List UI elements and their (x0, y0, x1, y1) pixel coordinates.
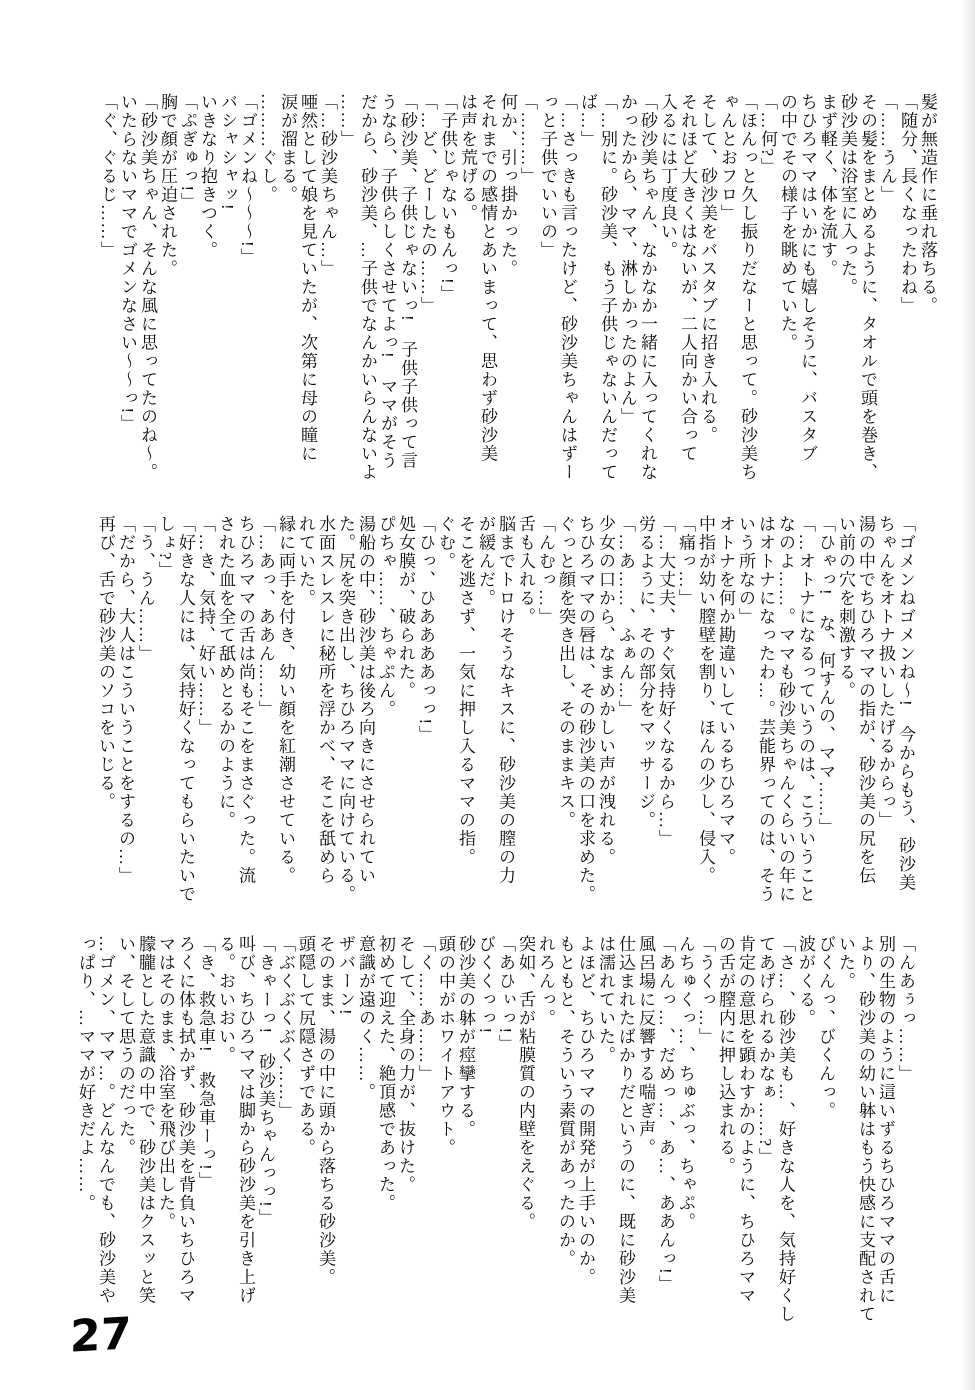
text-line: 朦朧とした意識の中で、砂沙美はクスッと笑 (136, 935, 155, 1305)
text-line: うなら、子供らしくさせてよっ! ママがそう (378, 93, 397, 471)
text-line: 「ひっ、ひああああっっ!」 (416, 515, 435, 745)
text-line: っぱり、…ママが好きだよ……。 (76, 935, 95, 1213)
text-line: 「ほんっと久し振りだなーと思って。砂沙美ち (738, 93, 757, 482)
text-line: 「うくっ…」 (696, 935, 715, 1046)
text-line: 「あんっ…、だめっ…、あ…、ああんっ!」 (656, 935, 675, 1294)
text-block-middle (95, 515, 915, 919)
text-line: 「…別に。砂沙美、もう子供じゃないんだって (598, 93, 617, 482)
text-line: 「んむっ…」 (536, 515, 555, 626)
text-line: 砂沙美の躰が痙攣する。 (456, 935, 475, 1139)
text-line: しょ?」 (156, 515, 175, 580)
text-line: いきなり抱きつく。 (198, 93, 217, 260)
text-line: 「…あっ、ああん……」 (256, 515, 275, 719)
text-line: ぐむ。 (436, 515, 455, 571)
text-line: い、そして思うのだった。 (116, 935, 135, 1157)
text-line: 再び、舌で砂沙美のソコをいじる。 (96, 515, 115, 811)
text-line: れろんっ。 (536, 935, 555, 1028)
text-line: の舌が膣内に押し込まれる。 (716, 935, 735, 1176)
text-line: 「子供じゃないもんっ!」 (438, 93, 457, 304)
text-line: された血を全て舐めとるかのように。 (216, 515, 235, 830)
text-line: いう所なの」 (736, 515, 755, 626)
text-line: 「んあぅっ……」 (896, 935, 915, 1083)
text-line: そして、全身の力が、抜けた。 (396, 935, 415, 1194)
text-line: 突如、舌が粘膜質の内壁をえぐる。 (516, 935, 535, 1231)
text-line: ば…」 (578, 93, 597, 149)
text-line: 少女の口から、なまめかしい声が洩れる。 (596, 515, 615, 867)
text-line: 仕込まれたばかりだというのに、既に砂沙美 (616, 935, 635, 1305)
text-line: 「ぐ、ぐるじ……」 (98, 93, 117, 260)
text-line: 「…砂沙美ちゃん…」 (318, 93, 337, 278)
text-line: より、砂沙美の幼い躰はもう快感に支配されて (856, 935, 875, 1324)
text-line: ……」 (338, 93, 357, 149)
text-line: 唖然として娘を見ていたが、次第に母の瞳に (298, 93, 317, 463)
text-line: んちゅくっ…、ちゅぶっ、ちゃぷ。 (676, 935, 695, 1231)
text-line: 「……うん」 (878, 93, 897, 204)
text-line: ろくに体も拭かず、砂沙美を背負いちひろマ (176, 935, 195, 1305)
text-line: 舌も入れる。 (516, 515, 535, 626)
text-line: なのよ……。ママも砂沙美ちゃんくらいの年に (776, 515, 795, 904)
text-line: マはそのまま、浴室を飛び出した。 (156, 935, 175, 1231)
text-line: 「砂沙美ちゃん、なかなか一緒に入ってくれな (638, 93, 657, 482)
text-line: それまでの感情とあいまって、思わず砂沙美 (478, 93, 497, 463)
text-line: 「ひゃっ! な、何すんの、ママ……」 (816, 515, 835, 837)
text-line: 波がくる。 (796, 935, 815, 1028)
text-line: 「…あ……、ふぁん…」 (616, 515, 635, 719)
text-line: はオトナになったわ…。芸能界ってのは、そう (756, 515, 775, 904)
text-line: そこを逃さず、一気に押し入るママの指。 (456, 515, 475, 867)
text-line: 「ぷぎゅっ!」 (178, 93, 197, 212)
text-line: ちひろママはいかにも嬉しそうに、バスタブ (798, 93, 817, 463)
text-line: ぐっと顔を突き出し、そのままキス。 (556, 515, 575, 830)
text-line: い前の穴を刺激する。 (836, 515, 855, 700)
text-line: は濡れていた。 (596, 935, 615, 1065)
text-line: 「く……あ……」 (416, 935, 435, 1083)
text-line: 処女膜が、破られた。 (396, 515, 415, 700)
text-line: た。尻を突き出し、ちひろママに向けている。 (336, 515, 355, 904)
text-line: 意識が遠のく……。 (356, 935, 375, 1102)
text-line: 髪が無造作に垂れ落ちる。 (918, 93, 937, 315)
text-line: ………ぐし。 (258, 93, 277, 204)
text-line: びくんっ、びくんっ。 (816, 935, 835, 1120)
text-line: 「きゃーっ! 砂沙美ちゃんっっ!」 (256, 935, 275, 1227)
text-line: 初めて迎えた、絶頂感であった。 (376, 935, 395, 1213)
text-line: 涙が溜まる。 (278, 93, 297, 204)
text-line: 頭隠して尻隠さずである。 (296, 935, 315, 1157)
text-line: れていた。 (296, 515, 315, 608)
text-line: ゃんとおフロ」 (718, 93, 737, 223)
text-line: 湯の中でちひろママの指が、砂沙美の尻を伝 (856, 515, 875, 885)
text-line: 叫び、ちひろママは脚から砂沙美を引き上げ (236, 935, 255, 1305)
text-line: 入るには丁度良い。 (658, 93, 677, 260)
text-line: る。おいおい。 (216, 935, 235, 1065)
text-line: 「………」 (518, 93, 537, 186)
text-block-bottom (75, 935, 915, 1339)
text-line: 湯船の中、砂沙美は後ろ向きにさせられてい (356, 515, 375, 885)
text-line: びくくっっ! (476, 935, 495, 1035)
text-line: いたらないママでゴメンなさい〜〜っ!」 (118, 93, 137, 434)
text-line: 別の生物のように這いずるちひろママの舌に (876, 935, 895, 1305)
text-line: 「痛っ…」 (676, 515, 695, 608)
text-line: もともと、そういう素質があったのか。 (556, 935, 575, 1268)
text-line: まず軽く、体を流す。 (818, 93, 837, 278)
text-line: ちゃんをオトナ扱いしたげるからっ」 (876, 515, 895, 830)
text-line: ザバーン! (336, 935, 355, 1017)
text-line: だから、砂沙美、…子供でなんかいらんないよ (358, 93, 377, 482)
text-line: 脳までトロけそうなキスに、砂沙美の膣の力 (496, 515, 515, 885)
text-line: かったから、ママ、淋しかったのよん」 (618, 93, 637, 426)
text-line: 「ゴメンねゴメンね〜! 今からもう、砂沙美 (896, 515, 915, 893)
text-line: ちひろママの舌は尚もそこをまさぐった。流 (236, 515, 255, 885)
text-line: が緩んだ。 (476, 515, 495, 608)
text-line: 「随分、長くなったわね」 (898, 93, 917, 315)
text-line: そして、砂沙美をバスタブに招き入れる。 (698, 93, 717, 445)
text-line: 「好きな人には、気持好くなってもらいたいで (176, 515, 195, 904)
text-line: それほど大きくはないが、二人向かい合って (678, 93, 697, 463)
text-line: …ゴメン、ママ…。どんなんでも、砂沙美や (96, 935, 115, 1305)
text-line: 頭の中がホワイトアウト。 (436, 935, 455, 1157)
text-line: 「だから、大人はこういうことをするの…」 (116, 515, 135, 885)
text-line: 「…オトナになるっていうのは、こういうこと (796, 515, 815, 904)
text-line: 砂沙美は浴室に入った。 (838, 93, 857, 297)
text-line: 「…き、気持、好い……」 (196, 515, 215, 737)
text-line: その髪をまとめるように、タオルで頭を巻き、 (858, 93, 877, 482)
text-line: バシャシャッ! (218, 93, 237, 212)
text-line: 何か、引っ掛かった。 (498, 93, 517, 278)
text-line: オトナを何か勘違いしているちひろママ。 (716, 515, 735, 867)
text-line: 水面スレスレに秘所を浮かべ、そこを舐めら (316, 515, 335, 885)
text-line: そのまま、湯の中に頭から落ちる砂沙美。 (316, 935, 335, 1287)
text-line: 「う、うん……」 (136, 515, 155, 663)
text-line: の中でその様子を眺めていた。 (778, 93, 797, 352)
text-block-top (97, 93, 937, 497)
text-line: 「砂沙美ちゃん、そんな風に思ってたのね〜。 (138, 93, 157, 482)
text-line: ちひろママの唇は、その砂沙美の口を求めた。 (576, 515, 595, 904)
text-line: 「さ…、砂沙美も…、好きな人を、気持好くし (776, 935, 795, 1324)
text-line: 「あひぃっ!」 (496, 935, 515, 1054)
text-line: 風呂場に反響する喘ぎ声。 (636, 935, 655, 1157)
page-number: 27 (69, 1308, 132, 1363)
scan-edge-shading (961, 0, 975, 1390)
text-line: 「…ど、どーしたの……」 (418, 93, 437, 315)
text-line: 「…何?」 (758, 93, 777, 177)
text-line: っと子供でいいの」 (538, 93, 557, 260)
text-line: 労るように、その部分をマッサージ。 (636, 515, 655, 830)
text-line: 縁に両手を付き、幼い顔を紅潮させている。 (276, 515, 295, 885)
text-line: いた。 (836, 935, 855, 991)
text-line: 肯定の意思を顕わすかのように、ちひろママ (736, 935, 755, 1305)
text-line: 中指が幼い膣壁を割り、ほんの少し、侵入。 (696, 515, 715, 885)
text-line: 胸で顔が圧迫された。 (158, 93, 177, 278)
text-line: 「…大丈夫、すぐ気持好くなるから…」 (656, 515, 675, 848)
text-line: てあげられるかなぁ……?」 (756, 935, 775, 1167)
text-line: 「ぶくぶくぶく……」 (276, 935, 295, 1120)
text-line: ぴちゃ……、ちゃぷん。 (376, 515, 395, 719)
text-line: よほど、ちひろママの開発が上手いのか。 (576, 935, 595, 1287)
text-line: は声を荒げる。 (458, 93, 477, 223)
text-line: 「砂沙美、子供じゃないっ! 子供子供って言 (398, 93, 417, 471)
text-line: 「ゴメンね〜〜〜!」 (238, 93, 257, 267)
text-line: 「き、救急車! 救急車ーっ!」 (196, 935, 215, 1190)
text-line: 「…さっきも言ったけど、砂沙美ちゃんはずー (558, 93, 577, 482)
